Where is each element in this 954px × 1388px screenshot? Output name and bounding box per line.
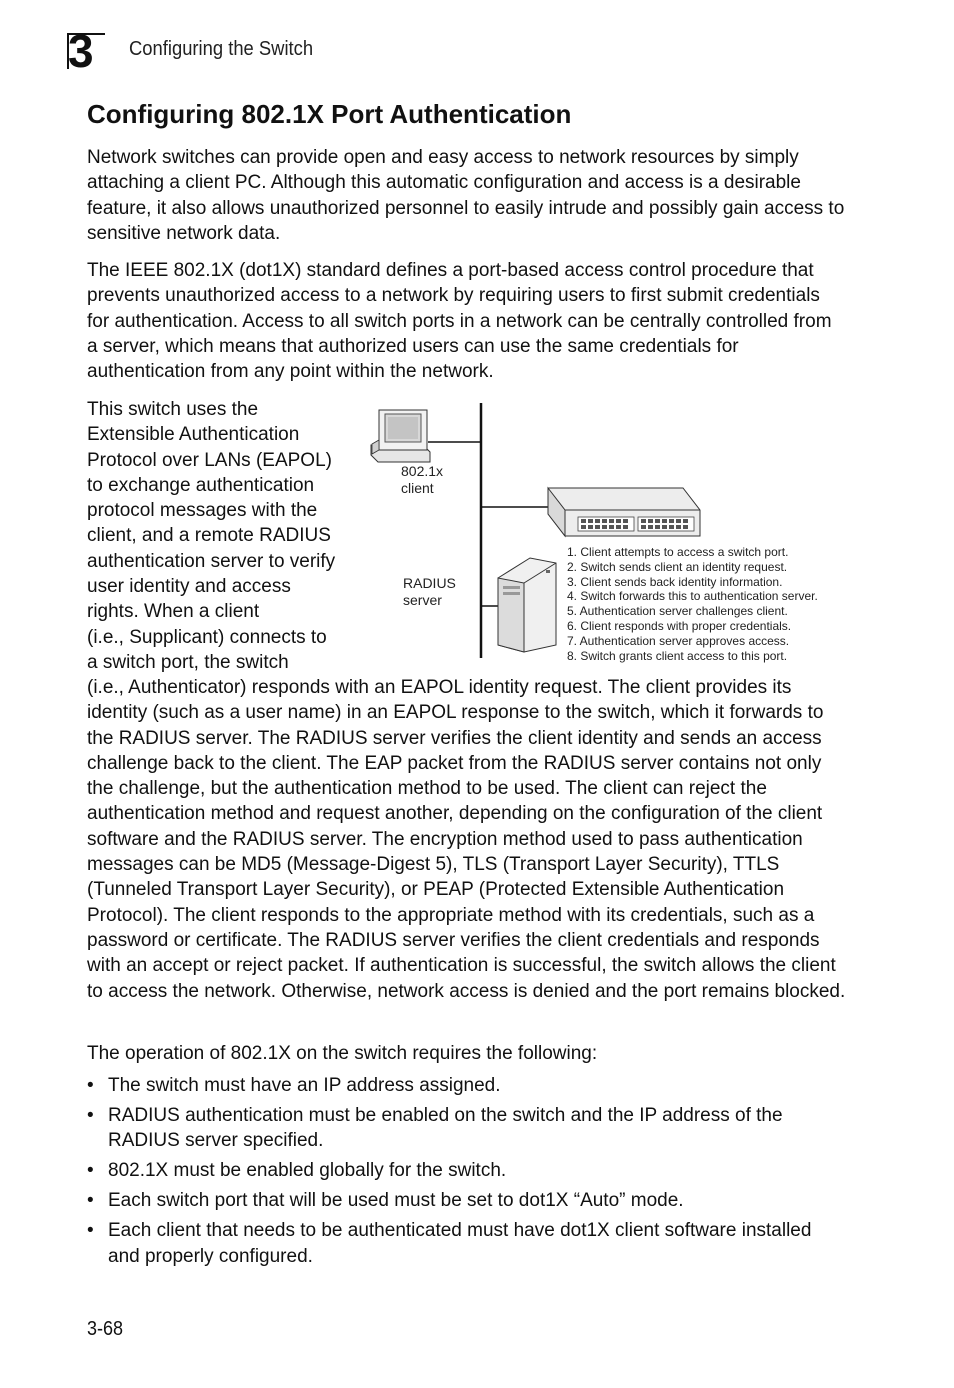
text-line: rights. When a client — [87, 601, 260, 623]
client-label — [401, 463, 443, 497]
radius-server-icon — [498, 558, 556, 652]
eapol-paragraph-wrapped — [87, 397, 357, 675]
text-line: a switch port, the switch — [87, 651, 289, 673]
client-label-line: 802.1x — [401, 463, 444, 479]
radius-label-line: RADIUS — [403, 575, 456, 591]
text-line: This switch uses the — [87, 399, 259, 420]
step-item: 7. Authentication server approves access. — [567, 633, 790, 648]
requirement-text: 802.1X must be enabled globally for the switch. — [108, 1160, 507, 1182]
text-line: to exchange authentication — [87, 474, 315, 496]
text-line: authentication server to verify — [87, 550, 336, 572]
authentication-steps-list — [567, 545, 818, 663]
bullet-icon: • — [87, 1075, 94, 1096]
requirement-item — [87, 1188, 847, 1213]
requirement-item — [87, 1218, 847, 1269]
intro-paragraph: Network switches can provide open and easy access to network resources by simply attaching a client PC. Although this automatic configuration and access is a desirable feature, it also allows unauthorized personnel to easily intrude and possibly gain access to sensitive network data. — [87, 147, 845, 244]
text-line: Extensible Authentication — [87, 424, 300, 446]
requirement-text: Each switch port that will be used must be set to dot1X “Auto” mode. — [108, 1190, 684, 1212]
step-item: 6. Client responds with proper credentials. — [567, 618, 792, 633]
page-number: 3-68 — [87, 1318, 124, 1340]
requirement-text: RADIUS authentication must be enabled on the switch and the IP address of the RADIUS server specified. — [108, 1104, 783, 1152]
step-item: 3. Client sends back identity information. — [567, 574, 783, 589]
client-label-line: client — [401, 480, 434, 496]
network-switch-icon — [548, 488, 700, 536]
requirement-item — [87, 1073, 847, 1098]
requirement-text: Each client that needs to be authenticated must have dot1X client software installed and properly configured. — [108, 1220, 812, 1267]
radius-server-label — [403, 575, 456, 609]
requirements-list — [87, 1073, 847, 1274]
standard-paragraph: The IEEE 802.1X (dot1X) standard defines a port-based access control procedure that prevents unauthorized access to a network by requiring users to first submit credentials for authentication. Access to all switch ports in a network can be centrally controlled from a server, which means that authorized users can use the same credentials for authentication from any point within the network. — [87, 260, 832, 383]
running-header: Configuring the Switch — [129, 38, 314, 60]
text-line: client, and a remote RADIUS — [87, 525, 331, 547]
bullet-icon: • — [87, 1220, 94, 1242]
requirement-item — [87, 1103, 847, 1154]
step-item: 8. Switch grants client access to this port. — [567, 648, 788, 663]
radius-label-line: server — [403, 592, 442, 608]
bullet-icon: • — [87, 1160, 94, 1182]
section-title: Configuring 802.1X Port Authentication — [87, 99, 572, 129]
text-line: (i.e., Supplicant) connects to — [87, 626, 327, 648]
chapter-number: 3 — [68, 25, 94, 77]
step-item: 5. Authentication server challenges client. — [567, 604, 788, 619]
step-item: 1. Client attempts to access a switch port. — [567, 545, 789, 559]
step-item: 2. Switch sends client an identity request. — [567, 559, 788, 574]
client-pc-icon — [371, 410, 430, 462]
bullet-icon: • — [87, 1190, 94, 1212]
text-line: Protocol over LANs (EAPOL) — [87, 449, 332, 471]
requirements-intro: The operation of 802.1X on the switch requires the following: — [87, 1043, 598, 1064]
bullet-icon: • — [87, 1104, 94, 1126]
requirement-text: The switch must have an IP address assigned. — [108, 1075, 501, 1096]
text-line: user identity and access — [87, 576, 291, 598]
step-item: 4. Switch forwards this to authentication server. — [567, 589, 818, 604]
text-line: protocol messages with the — [87, 500, 318, 522]
authentication-diagram — [360, 400, 850, 662]
requirement-item — [87, 1158, 847, 1183]
eapol-paragraph-continued: (i.e., Authenticator) responds with an EAPOL identity request. The client provides its identity (such as a user name) in an EAPOL response to the switch, which it forwards to the RADIUS server. The RADIUS server verifies the client identity and sends an access challenge back to the client. The EAP packet from the RADIUS server contains not only the challenge, but the authentication method to be used. The client can reject the authentication method and request another, depending on the configuration of the client software and the RADIUS server. The encryption method used to pass authentication messages can be MD5 (Message-Digest 5), TLS (Transport Layer Security), TTLS (Tunneled Transport Layer Security), or PEAP (Protected Extensible Authentication Protocol). The client responds to the appropriate method with its credentials, such as a password or certificate. The RADIUS server verifies the client credentials and responds with an accept or reject packet. If authentication is successful, the switch allows the client to access the network. Otherwise, network access is denied and the port remains blocked. — [87, 677, 846, 1002]
